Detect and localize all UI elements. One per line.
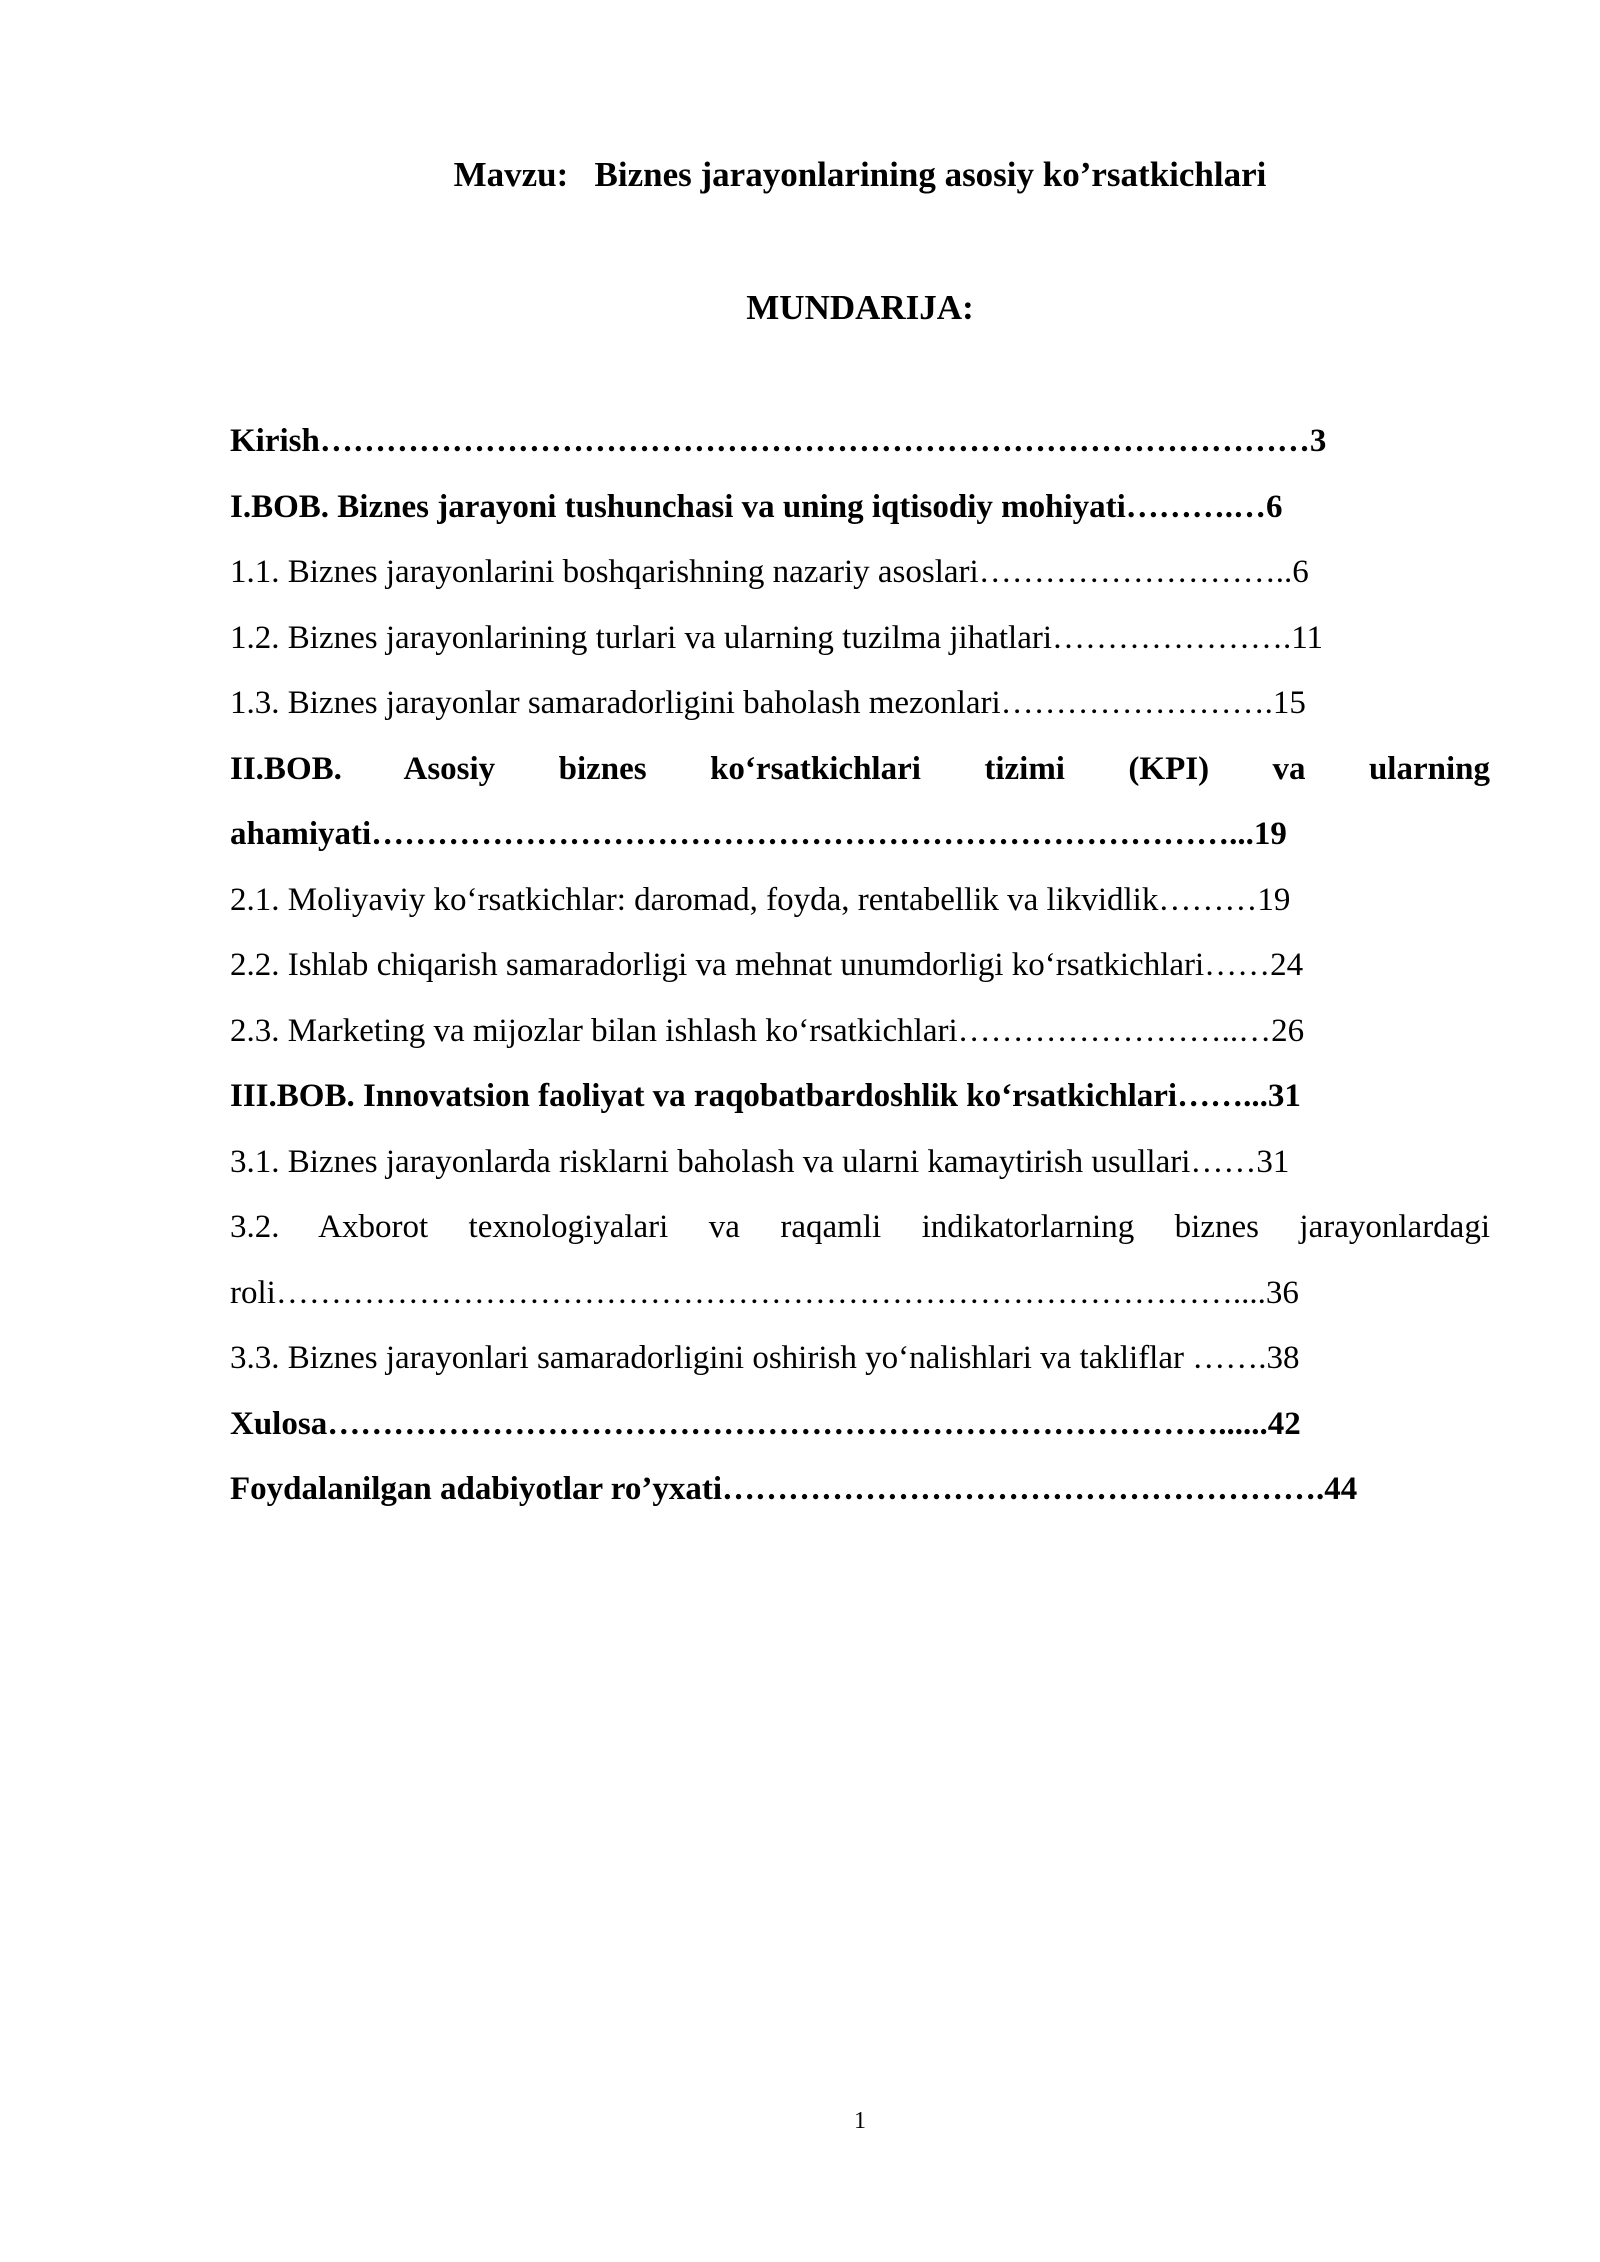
toc-entry: 1.3. Biznes jarayonlar samaradorligini baholash mezonlari…………………….15 [230,685,1306,721]
toc-entry: roli……………………………………………………………………………....36 [230,1274,1299,1311]
toc-entry: ahamiyati……………………………………………………………………...19 [230,816,1287,852]
table-of-contents [230,409,1490,1523]
toc-entry: I.BOB. Biznes jarayoni tushunchasi va uning iqtisodiy mohiyati……….…6 [230,488,1283,525]
toc-entry: III.BOB. Innovatsion faoliyat va raqobatbardoshlik ko‘rsatkichlari……...31 [230,1078,1301,1114]
toc-heading: MUNDARIJA: [746,288,974,327]
toc-entry: 2.2. Ishlab chiqarish samaradorligi va mehnat unumdorligi ko‘rsatkichlari……24 [230,947,1304,983]
toc-entry: 3.1. Biznes jarayonlarda risklarni baholash va ularni kamaytirish usullari……31 [230,1143,1290,1180]
toc-entry: 1.2. Biznes jarayonlarining turlari va ularning tuzilma jihatlari………………….11 [230,619,1324,656]
toc-entry: 2.1. Moliyaviy ko‘rsatkichlar: daromad, foyda, rentabellik va likvidlik………19 [230,881,1291,918]
toc-entry: Foydalanilgan adabiyotlar ro’yxati……………………………………………….44 [230,1471,1358,1507]
toc-entry: 2.3. Marketing va mijozlar bilan ishlash ko‘rsatkichlari……………………..…26 [230,1012,1305,1049]
toc-entry: II.BOB. Asosiy biznes ko‘rsatkichlari tizimi (KPI) va ularning [230,750,1490,787]
page-number: 1 [854,2108,866,2134]
toc-entry: Kirish………………………………………………………………………………3 [230,423,1327,459]
toc-entry: 1.1. Biznes jarayonlarini boshqarishning nazariy asoslari………………………..6 [230,554,1309,590]
toc-entry: 3.3. Biznes jarayonlari samaradorligini oshirish yo‘nalishlari va takliflar …….38 [230,1340,1300,1376]
toc-entry: 3.2. Axborot texnologiyalari va raqamli indikatorlarning biznes jarayonlardagi [230,1209,1490,1245]
toc-entry: Xulosa………………………………………………………………………......42 [230,1405,1301,1442]
document-title: Mavzu: Biznes jarayonlarining asosiy ko’rsatkichlari [453,155,1267,194]
